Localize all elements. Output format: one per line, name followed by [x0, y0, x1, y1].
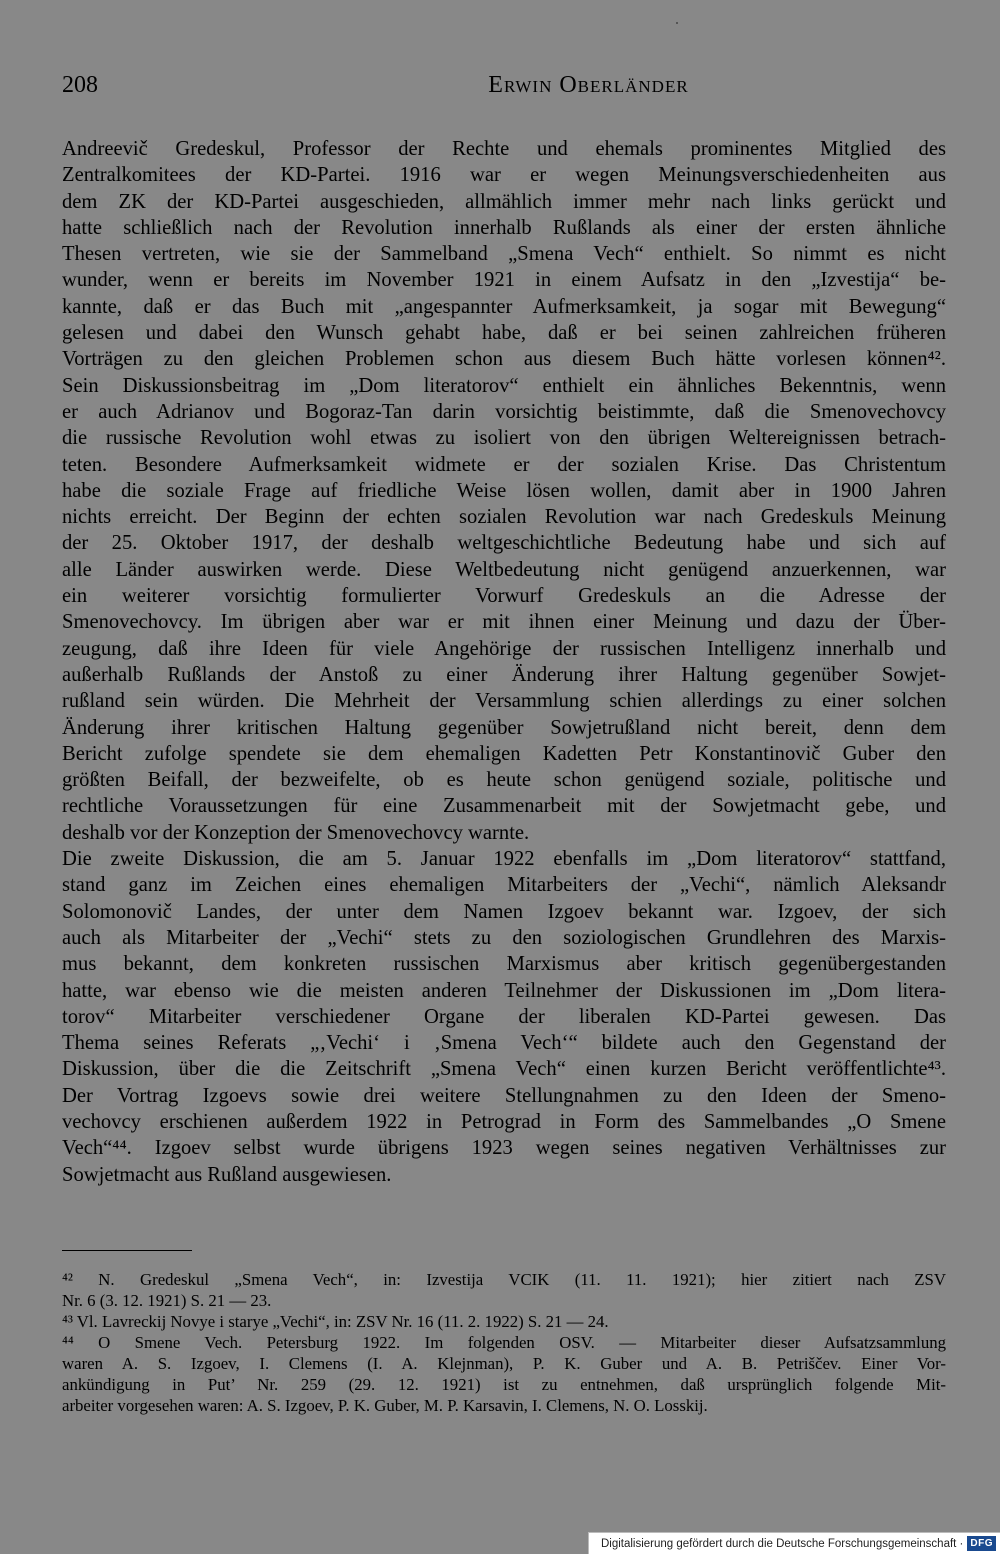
- footnote-line: Nr. 6 (3. 12. 1921) S. 21 — 23.: [62, 1291, 272, 1310]
- text-line: Vorträgen zu den gleichen Problemen schon aus diesem Buch hätte vorlesen können⁴².: [62, 348, 946, 371]
- text-line: mus bekannt, dem konkreten russischen Marxismus aber kritisch gegenübergestanden: [62, 953, 946, 976]
- footnote-line: ankündigung in Put’ Nr. 259 (29. 12. 1921) ist zu entnehmen, daß ursprünglich folgende Mit-: [62, 1375, 946, 1394]
- footnote-line: ⁴³ Vl. Lavreckij Novye i starye „Vechi“, in: ZSV Nr. 16 (11. 2. 1922) S. 21 — 24.: [62, 1312, 609, 1331]
- text-line: nichts erreicht. Der Beginn der echten sozialen Revolution war nach Gredeskuls Meinung: [62, 506, 946, 529]
- text-line: kannte, daß er das Buch mit „angespannter Aufmerksamkeit, ja sogar mit Bewegung“: [62, 295, 946, 318]
- text-line: Zentralkomitees der KD-Partei. 1916 war er wegen Meinungsverschiedenheiten aus: [62, 164, 946, 187]
- text-line: außerhalb Rußlands der Anstoß zu einer Änderung ihrer Haltung gegenüber Sowjet-: [62, 663, 946, 686]
- text-line: Vech“⁴⁴. Izgoev selbst wurde übrigens 1923 wegen seines negativen Verhältnisses zur: [62, 1137, 946, 1160]
- page-number: 208: [62, 72, 98, 98]
- footnote-line: arbeiter vorgesehen waren: A. S. Izgoev, P. K. Guber, M. P. Karsavin, I. Clemens, N. O. Losskij.: [62, 1396, 708, 1415]
- text-line: größten Beifall, der bezweifelte, ob es heute schon genügend soziale, politische und: [62, 769, 946, 792]
- text-line: stand ganz im Zeichen eines ehemaligen Mitarbeiters der „Vechi“, nämlich Aleksandr: [62, 874, 946, 897]
- page-header: [62, 72, 945, 106]
- text-line: rechtliche Voraussetzungen für eine Zusammenarbeit mit der Sowjetmacht gebe, und: [62, 795, 946, 818]
- text-line: habe die soziale Frage auf friedliche Weise lösen wollen, damit aber in 1900 Jahren: [62, 479, 946, 502]
- text-line: die russische Revolution wohl etwas zu isoliert von den übrigen Weltereignissen betrach-: [62, 427, 946, 450]
- text-line: auch als Mitarbeiter der „Vechi“ stets zu den soziologischen Grundlehren des Marxis-: [62, 926, 946, 949]
- text-line: hatte schließlich nach der Revolution innerhalb Rußlands als einer der ersten ähnliche: [62, 216, 946, 239]
- text-line: torov“ Mitarbeiter verschiedener Organe der liberalen KD-Partei gewesen. Das: [62, 1005, 946, 1028]
- text-line: Änderung ihrer kritischen Haltung gegenüber Sowjetrußland nicht bereit, denn dem: [62, 716, 946, 739]
- text-line: rußland sein würden. Die Mehrheit der Versammlung schien allerdings zu einer solchen: [62, 690, 946, 713]
- footnote-line: waren A. S. Izgoev, I. Clemens (I. A. Klejnman), P. K. Guber und A. B. Petriščev. Einer Vor-: [62, 1354, 946, 1373]
- text-line: Der Vortrag Izgoevs sowie drei weitere Stellungnahmen zu den Ideen der Smeno-: [62, 1084, 946, 1107]
- text-line: Sowjetmacht aus Rußland ausgewiesen.: [62, 1163, 392, 1186]
- text-line: Thema seines Referats „‚Vechi‘ i ‚Smena Vech‘“ bildete auch den Gegenstand der: [62, 1032, 946, 1055]
- text-line: alle Länder auswirken werde. Diese Weltbedeutung nicht genügend anzuerkennen, war: [62, 558, 946, 581]
- credit-bar: [588, 1532, 1000, 1554]
- scan-speck: [676, 22, 678, 24]
- text-line: Smenovechovcy. Im übrigen aber war er mit ihnen einer Meinung und dazu der Über-: [62, 611, 946, 634]
- text-line: wunder, wenn er bereits im November 1921 in einem Aufsatz in den „Izvestija“ be-: [62, 269, 946, 292]
- footnote-rule: [62, 1250, 192, 1251]
- footnote-line: ⁴² N. Gredeskul „Smena Vech“, in: Izvestija VCIK (11. 11. 1921); hier zitiert nach ZSV: [62, 1270, 946, 1289]
- body-text: [62, 136, 946, 1188]
- text-line: teten. Besondere Aufmerksamkeit widmete er der sozialen Krise. Das Christentum: [62, 453, 946, 476]
- text-line: hatte, war ebenso wie die meisten anderen Teilnehmer der Diskussionen im „Dom litera-: [62, 979, 946, 1002]
- text-line: er auch Adrianov und Bogoraz-Tan darin vorsichtig beistimmte, daß die Smenovechovcy: [62, 400, 946, 423]
- text-line: zeugung, daß ihre Ideen für viele Angehörige der russischen Intelligenz innerhalb und: [62, 637, 946, 660]
- text-line: Die zweite Diskussion, die am 5. Januar 1922 ebenfalls im „Dom literatorov“ stattfand,: [62, 848, 946, 871]
- text-line: Solomonovič Landes, der unter dem Namen Izgoev bekannt war. Izgoev, der sich: [62, 900, 946, 923]
- text-line: Diskussion, über die die Zeitschrift „Smena Vech“ einen kurzen Bericht veröffentlichte⁴³.: [62, 1058, 946, 1081]
- running-head: Erwin Oberländer: [488, 72, 689, 98]
- text-line: der 25. Oktober 1917, der deshalb weltgeschichtliche Bedeutung habe und sich auf: [62, 532, 946, 555]
- dfg-logo: DFG: [967, 1536, 996, 1551]
- text-line: gelesen und dabei den Wunsch gehabt habe, daß er bei seinen zahlreichen früheren: [62, 322, 946, 345]
- credit-text: Digitalisierung gefördert durch die Deutsche Forschungsgemeinschaft ·: [600, 1537, 964, 1550]
- text-line: Bericht zufolge spendete sie dem ehemaligen Kadetten Petr Konstantinovič Guber den: [62, 742, 946, 765]
- text-line: ein weiterer vorsichtig formulierter Vorwurf Gredeskuls an die Adresse der: [62, 585, 946, 608]
- text-line: dem ZK der KD-Partei ausgeschieden, allmählich immer mehr nach links gerückt und: [62, 190, 946, 213]
- text-line: Andreevič Gredeskul, Professor der Rechte und ehemals prominentes Mitglied des: [62, 138, 946, 160]
- footnotes: [62, 1269, 946, 1416]
- text-line: vechovcy erschienen außerdem 1922 in Petrograd in Form des Sammelbandes „O Smene: [62, 1110, 946, 1133]
- text-line: Sein Diskussionsbeitrag im „Dom literatorov“ enthielt ein ähnliches Bekenntnis, wenn: [62, 374, 946, 397]
- text-line: Thesen vertreten, wie sie der Sammelband „Smena Vech“ enthielt. So nimmt es nicht: [62, 243, 946, 266]
- text-line: deshalb vor der Konzeption der Smenovechovcy warnte.: [62, 821, 530, 844]
- footnote-line: ⁴⁴ O Smene Vech. Petersburg 1922. Im folgenden OSV. — Mitarbeiter dieser Aufsatzsammlung: [62, 1333, 946, 1352]
